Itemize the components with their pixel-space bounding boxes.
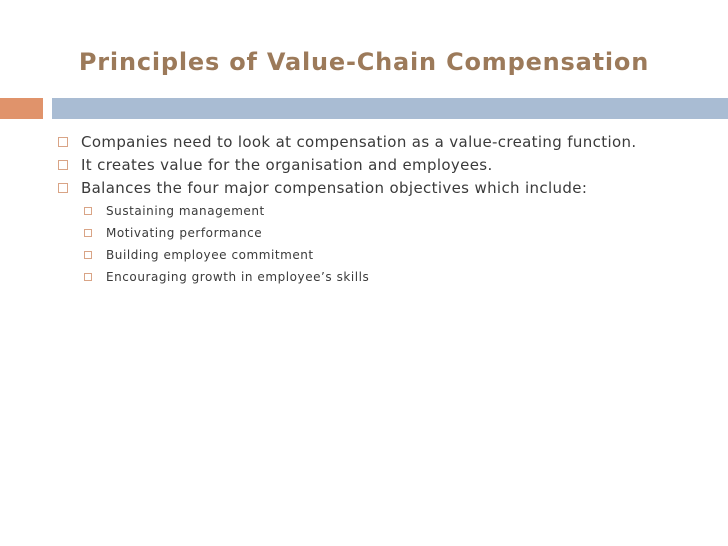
square-bullet-icon — [84, 229, 92, 237]
sub-bullet-item — [0, 268, 728, 290]
square-bullet-icon — [58, 183, 68, 193]
square-bullet-icon — [84, 251, 92, 259]
sub-bullet-item — [0, 202, 728, 224]
bullet-text: Companies need to look at compensation as a value-creating function. — [81, 133, 637, 151]
bullet-item — [0, 177, 728, 200]
square-bullet-icon — [84, 207, 92, 215]
sub-bullet-text: Building employee commitment — [106, 248, 314, 262]
slide-title: Principles of Value-Chain Compensation — [78, 48, 650, 76]
square-bullet-icon — [58, 137, 68, 147]
sub-bullet-text: Sustaining management — [106, 204, 265, 218]
sub-bullet-item — [0, 246, 728, 268]
sub-bullet-text: Motivating performance — [106, 226, 263, 240]
sub-bullet-item — [0, 224, 728, 246]
sub-bullet-list — [0, 202, 728, 290]
accent-bar-blue — [52, 98, 728, 119]
bullet-item — [0, 154, 728, 177]
bullet-item — [0, 131, 728, 154]
bullet-list — [0, 131, 728, 290]
bullet-text: Balances the four major compensation objectives which include: — [81, 179, 588, 197]
square-bullet-icon — [84, 273, 92, 281]
sub-bullet-text: Encouraging growth in employee’s skills — [106, 270, 370, 284]
accent-bar-orange — [0, 98, 43, 119]
square-bullet-icon — [58, 160, 68, 170]
bullet-text: It creates value for the organisation and employees. — [81, 156, 493, 174]
